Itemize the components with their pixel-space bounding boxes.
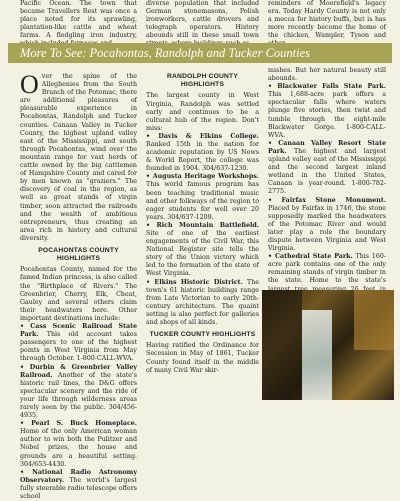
list-item [146,133,259,173]
list-item [20,323,137,363]
list-item [20,469,137,501]
item-name: • Cathedral State Park. [268,253,353,261]
item-text: Placed by Fairfax in 1746, the stone supposedly marked the headwaters of the Potomac River and would later play a role the boundary dispute between Virginia and West Virginia. [268,204,386,253]
item-name: • Davis & Elkins College. [146,132,259,140]
waterfall-photo [262,290,394,400]
pocahontas-intro: Pocahontas County, named for the famed Indian princess, is also called the "Birthplace of Rivers." The Greenbrier, Cherry, Elk, Cheat, Gauley and several others claim their headwaters here. Other important destinations include: [20,266,137,322]
intro-text: ver the spine of the Alleghenies from the South Branch of the Potomac, there are additional pleasures of pleasurable experience in Pocahontas, Randolph and Tucker counties. Canaan Valley in Tucker County, the highest upland valley east of the Mississippi, and south through Pocahontas, wind over the mountain range for vast herds of cattle owned by the big cattlemen of Hampshire County and cared for by men known as "graziers." The discovery of coal in the region, as well as great stands of virgin timber, soon attracted the railroads and the wealth of ambitious entrepreneurs, thus creating an area rich in history and cultural diversity. [20,73,137,242]
list-item [20,364,137,421]
item-text: Home of the only American woman author to win both the Pulitzer and Nobel prizes, the house and grounds are a beautiful setting. 304/653-4430. [20,428,137,468]
item-text: This old account takes passengers to one of the highest points in West Virginia from May through October. 1-800-CALL-WVA. [20,331,137,363]
top-column-2 [146,0,259,49]
top-col3-text: reminders of Moorefield's legacy era. Today Hardy County is not only a mecca for history buffs, but is has more recently become the home of the chicken, Wampler, Tyson and [268,0,386,40]
column-2 [146,73,259,375]
list-item [146,173,259,222]
item-text: Another of the state's historic rail lines, the D&G offers spectacular scenery and the ride of your life through wilderness areas rarely seen by the public. 304/456-4935. [20,371,137,420]
list-item [268,83,386,140]
top-col2-text: diverse population that included German stonemasons, Polish ironworkers, cattle drovers and telegraph operators. History abounds still in these small town [146,0,259,40]
list-item [268,197,386,254]
item-name: • Durbin & Greenbrier Valley Railroad. [20,363,137,379]
photo-foliage [354,290,394,350]
column-3 [268,67,386,310]
item-text: The town's 61 historic buildings range from Late Victorian to early 20th-century architecture. The quaint setting is also perfect for galleries and shops of all kinds. [146,278,259,327]
item-name: • Augusta Heritage Workshops. [146,173,259,181]
photo-rock-shade [262,290,302,400]
list-item [146,279,259,328]
item-name: • Canaan Valley Resort State Park. [268,139,386,155]
pocahontas-heading: POCAHONTAS COUNTY HIGHLIGHTS [38,246,119,263]
item-name: • Cass Scenic Railroad State Park. [20,323,137,339]
photo-waterfall [302,310,332,400]
item-name: • National Radio Astronomy Observatory. [20,468,137,484]
column-1 [20,70,137,501]
item-text: This 1,688-acre park offers a spectacular falls where waters plunge five stories, then twist and tumble through the eight-mile Blackwater Gorge. 1-800-CALL-WVA. [268,91,386,139]
top-col1-text: Pacific Ocean. The town that became Travellers Rest was once a place noted for its sprawling, plantation-like cattle and wheat farms. A fledgling iron industry, [20,0,137,40]
randolph-intro: The largest county in West Virginia, Randolph was settled early and continues to be a cultural hub of the region. Don't miss: [146,92,259,132]
top-column-1 [20,0,137,49]
item-name: • Fairfax Stone Monument. [268,196,386,204]
item-name: • Rich Mountain Battlefield. [146,221,259,229]
randolph-heading: RANDOLPH COUNTY HIGHLIGHTS [167,73,238,89]
item-text: The highest and largest upland valley east of the Mississippi and the second largest inland wetland in the United States, Canaan is year-round. 1-800-782-2775. [268,147,386,196]
top-column-3 [268,0,386,49]
item-text: This 160-acre park contains one of the only remaining stands of virgin timber in the state. Home to the state's [268,253,386,285]
item-text: Site of one of the earliest engagements of the Civil War, this National Register site tells the story of the Union victory which led to the formation of the state of West Virginia. [146,230,259,278]
drop-cap: O [20,70,39,99]
list-item [268,140,386,197]
item-name: • Pearl S. Buck Homeplace. [20,420,137,428]
item-text: This world famous program has been teaching traditional music and other folkways of the region to eager students for well over 20 years. 304/637-1209. [146,181,259,221]
tucker-continued: mishes. But her natural beauty still abounds. [268,67,386,83]
banner-title: More To See: Pocahontas, Randolph and Tucker Counties [20,45,311,60]
list-item [146,222,259,279]
item-text: The world's largest fully steerable radio telescope offers school [20,476,137,500]
section-banner [8,43,392,63]
item-text: Ranked 15th in the nation for academic reputation by US News & World Report, the college was founded in 1904. 304/637-1230. [146,140,259,173]
intro-paragraph [20,70,137,243]
tucker-heading: TUCKER COUNTY HIGHLIGHTS [149,331,256,339]
tucker-intro: Having ratified the Ordinance for Secession in May of 1861, Tucker County found itself in the middle of many Civil War skir- [146,342,259,374]
item-name: • Blackwater Falls State Park. [268,83,386,91]
list-item [20,420,137,469]
item-name: • Elkins Historic District. [146,278,243,286]
